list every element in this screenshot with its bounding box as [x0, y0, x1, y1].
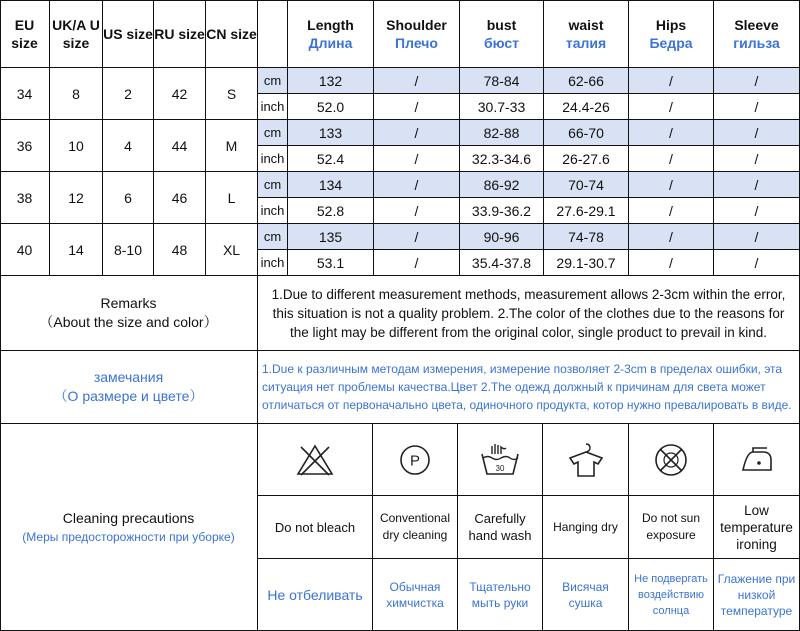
remarks-en-subtitle: （About the size and color）: [39, 314, 218, 330]
do-not-bleach-icon: [258, 424, 373, 496]
header-eu-label: EU size: [11, 16, 38, 51]
measure-hips-inch-cell: /: [629, 94, 714, 120]
measure-shoulder-cm-cell: /: [374, 224, 460, 250]
header-ru-label: RU size: [154, 25, 205, 42]
measure-hips-inch-cell: /: [629, 146, 714, 172]
care-label-hang-dry: [543, 496, 629, 559]
header-hips: [629, 0, 714, 68]
measure-sleeve-inch-cell: /: [714, 146, 800, 172]
remarks-en-row: [0, 276, 800, 351]
measure-length-cm-cell: 135: [288, 224, 374, 250]
measure-hips-cm-cell: /: [629, 120, 714, 146]
care-label-hand-wash-text: Carefully hand wash: [468, 511, 532, 543]
size-uk-cell: 10: [50, 120, 103, 172]
size-uk-cell: 14: [50, 224, 103, 276]
svg-text:30: 30: [495, 463, 505, 473]
measure-shoulder-cm-cell: /: [374, 120, 460, 146]
measure-hips-inch-cell: /: [629, 198, 714, 224]
measure-sleeve-cm-cell: /: [714, 224, 800, 250]
header-hips-ru: Бедра: [649, 34, 693, 51]
header-cn-size: [206, 0, 258, 68]
measure-shoulder-cm-cell: /: [374, 68, 460, 94]
measure-bust-inch-cell: 35.4-37.8: [460, 250, 544, 276]
measure-bust-cm-cell: 78-84: [460, 68, 544, 94]
measure-length-inch-cell: 52.8: [288, 198, 374, 224]
measure-waist-cm-cell: 74-78: [544, 224, 629, 250]
header-shoulder-ru: Плечо: [395, 34, 438, 51]
measure-shoulder-inch-cell: /: [374, 250, 460, 276]
remarks-en-title: Remarks: [100, 295, 157, 311]
measure-shoulder-inch-cell: /: [374, 198, 460, 224]
hang-dry-icon: [543, 424, 629, 496]
remarks-ru-row: [0, 351, 800, 424]
measure-hips-cm-cell: /: [629, 224, 714, 250]
header-row: [0, 0, 800, 68]
measure-waist-cm-cell: 70-74: [544, 172, 629, 198]
hand-wash-icon: [458, 424, 543, 496]
measure-hips-cm-cell: /: [629, 172, 714, 198]
size-us-cell: 6: [103, 172, 154, 224]
header-us-size: [103, 0, 154, 68]
size-ru-cell: 46: [154, 172, 206, 224]
size-cn-cell: L: [206, 172, 258, 224]
measure-length-inch-cell: 52.0: [288, 94, 374, 120]
header-sleeve-en: Sleeve: [734, 16, 779, 33]
measure-bust-inch-cell: 33.9-36.2: [460, 198, 544, 224]
header-length-en: Length: [307, 16, 354, 33]
care-ru-dry-clean-text: Обычная химчистка: [386, 579, 444, 610]
care-label-dry-clean-text: Conventional dry cleaning: [379, 511, 451, 542]
measure-shoulder-inch-cell: /: [374, 94, 460, 120]
cleaning-title-en: Cleaning precautions: [62, 510, 195, 526]
measure-bust-cm-cell: 86-92: [460, 172, 544, 198]
measure-length-cm-cell: 133: [288, 120, 374, 146]
header-us-label: US size: [103, 25, 153, 42]
care-ru-hand-wash-text: Тщательно мыть руки: [469, 579, 531, 610]
care-ru-hang-dry: [543, 559, 629, 631]
remarks-en-text: 1.Due to different measurement methods, measurement allows 2-3cm within the error, this situation is not a quality problem. 2.The color of the clothes due to the reasons for the light may be different from the original color, single product to prevail in kind.: [271, 286, 786, 340]
measure-bust-cm-cell: 82-88: [460, 120, 544, 146]
cleaning-title-ru: (Меры предосторожности при уборке): [22, 530, 235, 544]
header-sleeve: [714, 0, 800, 68]
header-sleeve-ru: гильза: [733, 34, 780, 51]
unit-cm-cell: cm: [258, 120, 288, 146]
size-us-cell: 8-10: [103, 224, 154, 276]
dry-clean-icon: [373, 424, 458, 496]
header-shoulder-en: Shoulder: [386, 16, 447, 33]
remarks-ru-subtitle: （О размере и цвете）: [53, 388, 204, 404]
measure-waist-inch-cell: 24.4-26: [544, 94, 629, 120]
header-eu-size: [0, 0, 50, 68]
measure-length-cm-cell: 134: [288, 172, 374, 198]
measure-sleeve-inch-cell: /: [714, 250, 800, 276]
size-ru-cell: 44: [154, 120, 206, 172]
size-ru-cell: 42: [154, 68, 206, 120]
unit-cm-cell: cm: [258, 224, 288, 250]
care-label-hand-wash: [458, 496, 543, 559]
care-ru-low-iron-text: Глажение при низкой температуре: [717, 571, 796, 618]
care-ru-low-iron: [714, 559, 800, 631]
unit-inch-cell: inch: [258, 250, 288, 276]
low-iron-icon: [714, 424, 800, 496]
header-shoulder: [374, 0, 460, 68]
header-hips-en: Hips: [655, 16, 687, 33]
care-label-low-iron-text: Low temperature ironing: [720, 502, 793, 552]
size-eu-cell: 36: [0, 120, 50, 172]
size-uk-cell: 12: [50, 172, 103, 224]
measure-sleeve-cm-cell: /: [714, 120, 800, 146]
header-waist-ru: талия: [565, 34, 607, 51]
measure-length-inch-cell: 52.4: [288, 146, 374, 172]
measure-sleeve-inch-cell: /: [714, 94, 800, 120]
care-label-low-iron: [714, 496, 800, 559]
measure-sleeve-cm-cell: /: [714, 172, 800, 198]
measure-hips-cm-cell: /: [629, 68, 714, 94]
header-cn-label: CN size: [206, 25, 257, 42]
size-cn-cell: XL: [206, 224, 258, 276]
unit-inch-cell: inch: [258, 146, 288, 172]
care-ru-hang-dry-text: Висячая сушка: [562, 579, 609, 610]
remarks-en-text-cell: [258, 276, 800, 351]
size-eu-cell: 34: [0, 68, 50, 120]
measure-shoulder-inch-cell: /: [374, 146, 460, 172]
remarks-ru-text-cell: [258, 351, 800, 424]
header-bust: [460, 0, 544, 68]
size-ru-cell: 48: [154, 224, 206, 276]
header-length-ru: Длина: [308, 34, 353, 51]
measure-sleeve-inch-cell: /: [714, 198, 800, 224]
size-cn-cell: M: [206, 120, 258, 172]
measure-waist-cm-cell: 66-70: [544, 120, 629, 146]
care-label-no-sun-text: Do not sun exposure: [641, 511, 701, 542]
size-us-cell: 2: [103, 68, 154, 120]
header-waist: [544, 0, 629, 68]
cleaning-title-cell: [0, 424, 258, 631]
care-label-dry-clean: [373, 496, 458, 559]
measure-waist-inch-cell: 26-27.6: [544, 146, 629, 172]
unit-inch-cell: inch: [258, 94, 288, 120]
care-ru-no-sun-text: Не подвергать воздействию солнца: [634, 572, 708, 617]
header-uk-label: UK/A U size: [52, 16, 100, 51]
size-eu-cell: 40: [0, 224, 50, 276]
measure-length-cm-cell: 132: [288, 68, 374, 94]
size-cn-cell: S: [206, 68, 258, 120]
unit-inch-cell: inch: [258, 198, 288, 224]
care-label-hang-dry-text: Hanging dry: [553, 519, 618, 534]
measure-waist-inch-cell: 27.6-29.1: [544, 198, 629, 224]
header-unit-blank: [258, 0, 288, 68]
header-ru-size: [154, 0, 206, 68]
measure-waist-cm-cell: 62-66: [544, 68, 629, 94]
cleaning-row: [0, 424, 800, 631]
care-ru-dry-clean: [373, 559, 458, 631]
header-bust-en: bust: [486, 16, 517, 33]
header-bust-ru: бюст: [483, 34, 520, 51]
care-label-no-sun: [629, 496, 714, 559]
measure-bust-inch-cell: 30.7-33: [460, 94, 544, 120]
remarks-ru-text: 1.Due к различным методам измерения, измерение позволяет 2-3cm в пределах ошибки, эта ситуация нет проблемы качества.Цвет 2.The одежд должный к причинам для света может отличаться от первоначально цвета, одиночного продукта, котор нужно превалировать в виде.: [262, 362, 792, 412]
measure-waist-inch-cell: 29.1-30.7: [544, 250, 629, 276]
remarks-ru-title-cell: [0, 351, 258, 424]
care-ru-bleach: [258, 559, 373, 631]
measure-bust-inch-cell: 32.3-34.6: [460, 146, 544, 172]
care-ru-hand-wash: [458, 559, 543, 631]
header-waist-en: waist: [568, 16, 604, 33]
no-sun-icon: [629, 424, 714, 496]
measure-hips-inch-cell: /: [629, 250, 714, 276]
measure-length-inch-cell: 53.1: [288, 250, 374, 276]
measure-sleeve-cm-cell: /: [714, 68, 800, 94]
remarks-ru-title: замечания: [93, 369, 164, 385]
header-length: [288, 0, 374, 68]
measure-bust-cm-cell: 90-96: [460, 224, 544, 250]
header-uk-size: [50, 0, 103, 68]
unit-cm-cell: cm: [258, 172, 288, 198]
care-label-bleach-text: Do not bleach: [274, 519, 356, 535]
size-uk-cell: 8: [50, 68, 103, 120]
measure-shoulder-cm-cell: /: [374, 172, 460, 198]
care-ru-bleach-text: Не отбеливать: [267, 586, 363, 603]
care-label-bleach: [258, 496, 373, 559]
remarks-en-title-cell: [0, 276, 258, 351]
size-eu-cell: 38: [0, 172, 50, 224]
unit-cm-cell: cm: [258, 68, 288, 94]
svg-text:P: P: [409, 452, 421, 469]
size-us-cell: 4: [103, 120, 154, 172]
care-ru-no-sun: [629, 559, 714, 631]
